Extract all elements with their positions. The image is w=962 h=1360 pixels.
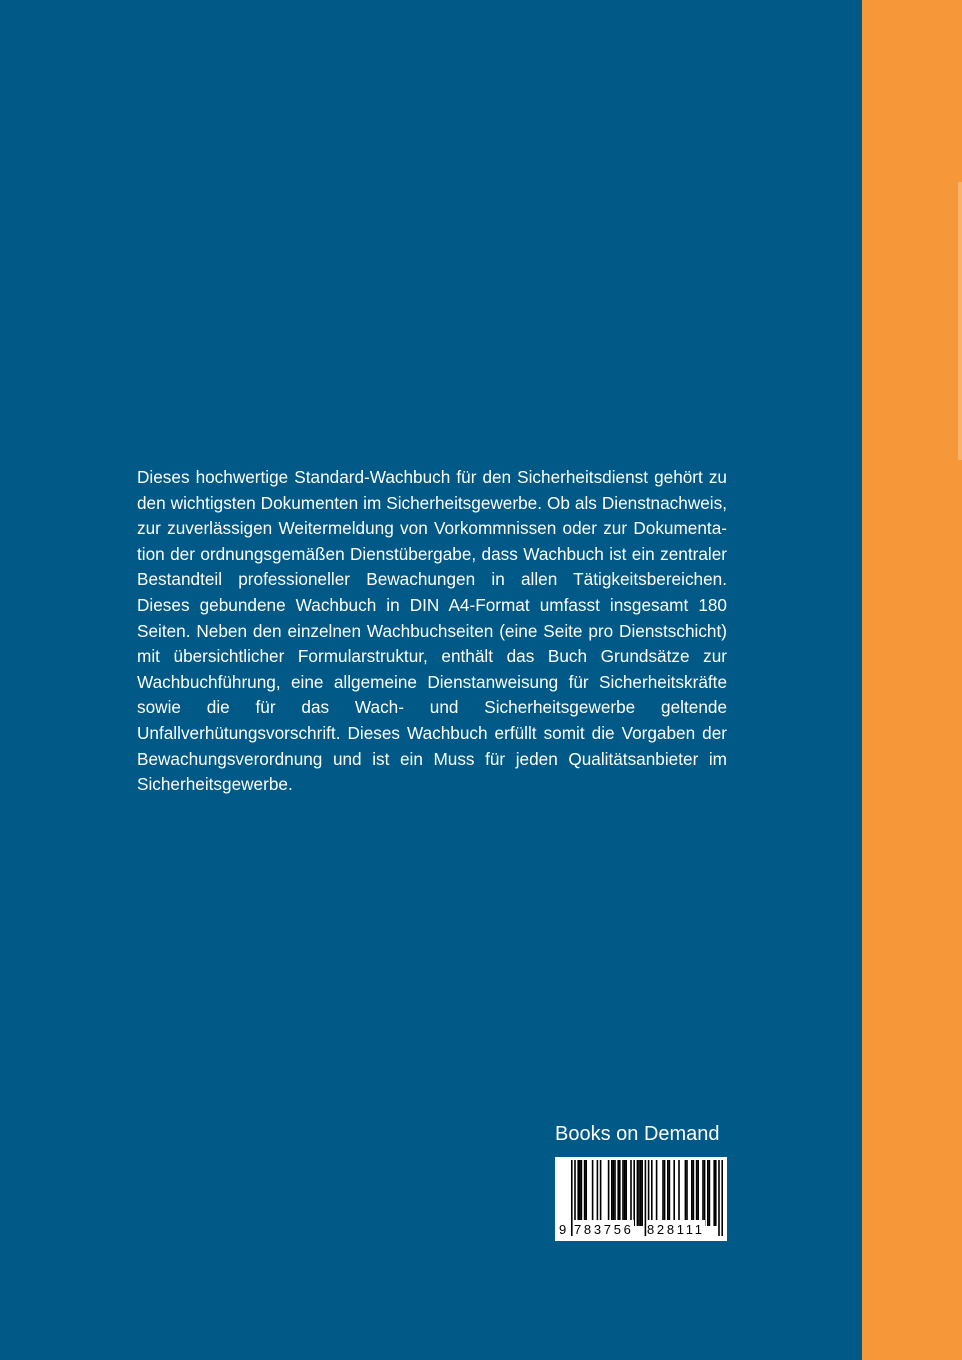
barcode-digits-right: 828111	[647, 1220, 705, 1240]
barcode-bar	[630, 1160, 632, 1226]
barcode-bar	[584, 1160, 586, 1226]
isbn-barcode	[555, 1157, 727, 1241]
publisher-name: Books on Demand	[555, 1123, 720, 1145]
barcode-bar	[577, 1160, 579, 1226]
barcode-bar	[678, 1160, 680, 1226]
barcode-bar	[673, 1160, 675, 1226]
barcode-bar	[641, 1160, 643, 1226]
barcode-digits	[555, 1220, 727, 1240]
barcode-bar	[707, 1160, 709, 1226]
barcode-bar	[691, 1160, 693, 1226]
barcode-bar	[600, 1160, 602, 1226]
barcode-bar	[704, 1160, 706, 1226]
barcode-bar	[637, 1160, 639, 1226]
spine-strip	[862, 0, 962, 1360]
barcode-bar	[696, 1160, 698, 1226]
barcode-bar	[651, 1160, 653, 1226]
barcode-bar	[686, 1160, 688, 1226]
barcode-bar	[640, 1160, 642, 1226]
barcode-bar	[715, 1160, 717, 1226]
barcode-bar	[617, 1160, 619, 1226]
barcode-bar	[685, 1160, 687, 1226]
barcode-bar	[633, 1160, 635, 1226]
barcode-bar	[662, 1160, 664, 1226]
barcode-bar	[702, 1160, 704, 1226]
barcode-bar	[614, 1160, 616, 1226]
barcode-bar	[624, 1160, 626, 1226]
barcode-bar	[664, 1160, 666, 1226]
barcode-bar	[585, 1160, 587, 1226]
barcode-bar	[613, 1160, 615, 1226]
barcode-bar	[693, 1160, 695, 1226]
barcode-digit-lead: 9	[559, 1220, 566, 1240]
barcode-bar	[638, 1160, 640, 1226]
barcode-bar	[669, 1160, 671, 1226]
barcode-bar	[581, 1160, 583, 1226]
barcode-bar	[619, 1160, 621, 1226]
barcode-bar	[656, 1160, 658, 1226]
barcode-bar	[667, 1160, 669, 1226]
barcode-bar	[592, 1160, 594, 1226]
barcode-bar	[625, 1160, 627, 1226]
barcode-bar	[611, 1160, 613, 1226]
barcode-bar	[579, 1160, 581, 1226]
barcode-bar	[622, 1160, 624, 1226]
barcode-digits-left: 783756	[574, 1220, 634, 1240]
barcode-bar	[597, 1160, 599, 1226]
spine-edge-mark	[958, 182, 962, 460]
barcode-bar	[709, 1160, 711, 1226]
barcode-bar	[697, 1160, 699, 1226]
barcode-bar	[713, 1160, 715, 1226]
blurb-text: Dieses hochwertige Standard-Wachbuch für den Sicherheitsdienst gehört zu den wichtigsten Dokumenten im Sicherheitsgewerbe. Ob als Dienstnachweis, zur zuverlässigen Weitermeldung von Vorkommnissen oder zur Dokumentation der ordnungsgemäßen Dienstübergabe, dass Wachbuch ist ein zentraler Bestandteil professioneller Bewachungen in allen Tätigkeitsbereichen. Dieses gebundene Wachbuch in DIN A4-Format umfasst insgesamt 180 Seiten. Neben den einzelnen Wachbuchseiten (eine Seite pro Dienstschicht) mit übersichtlicher Formularstruktur, enthält das Buch Grundsätze zur Wachbuchführung, eine allgemeine Dienstanweisung für Sicherheitskräfte sowie die für das Wach- und Sicherheitsgewerbe geltende Unfallverhütungsvorschrift. Dieses Wachbuch erfüllt somit die Vorgaben der Bewachungsverordnung und ist ein Muss für jeden Qualitätsanbieter im Sicherheitsgewerbe.	[137, 467, 727, 795]
barcode-bar	[608, 1160, 610, 1226]
